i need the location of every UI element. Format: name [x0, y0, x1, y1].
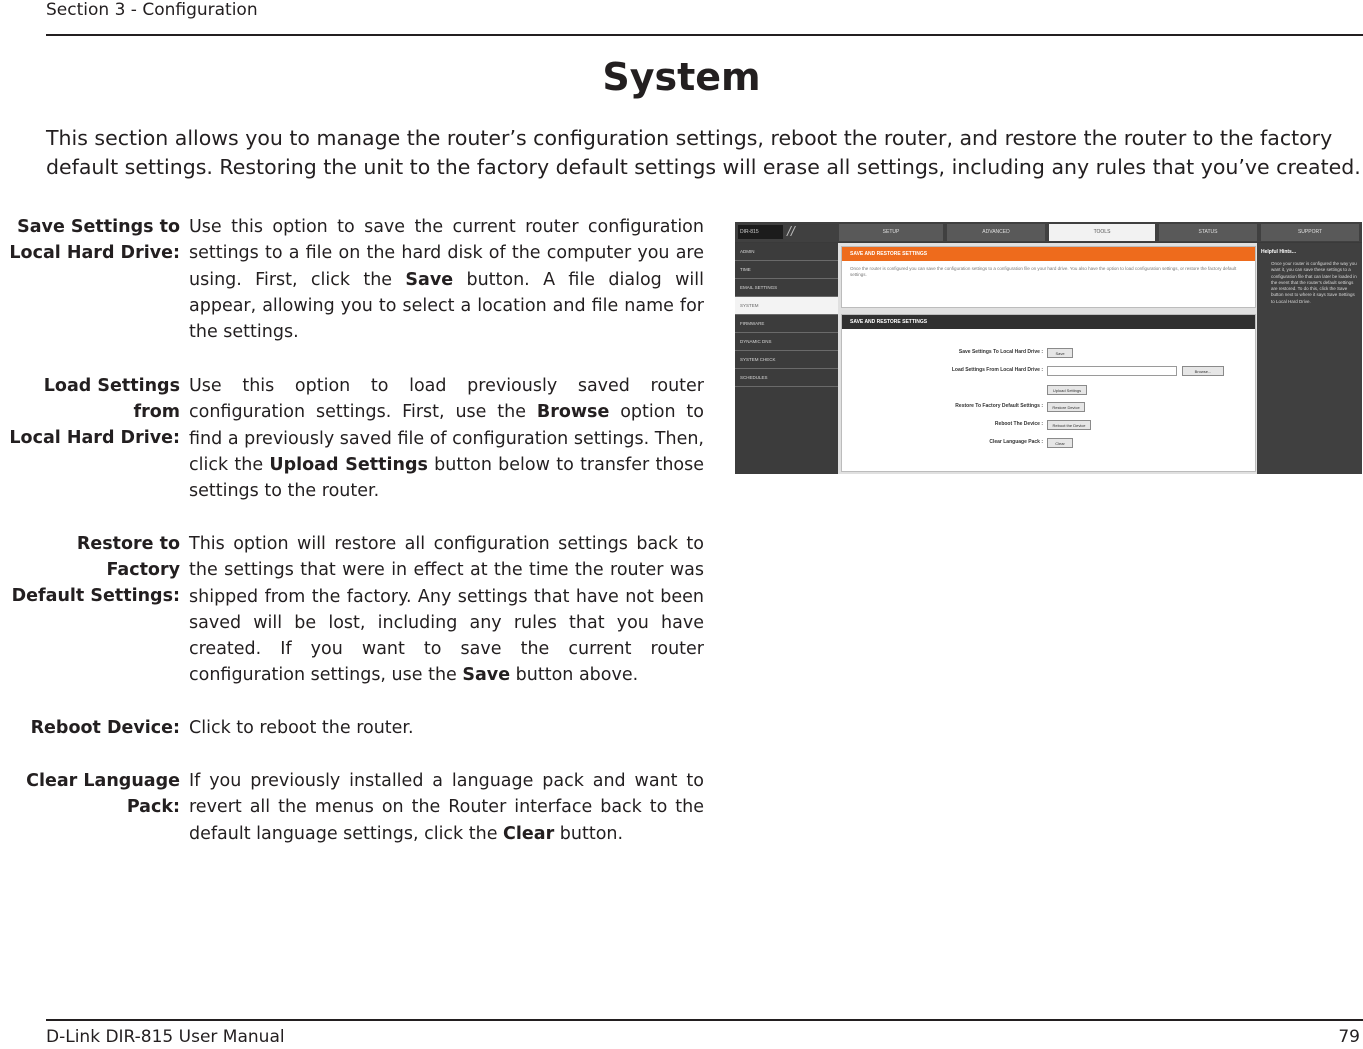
- router-topbar: [735, 222, 1362, 242]
- reboot-row-label: Reboot The Device :: [994, 421, 1043, 427]
- tab-support[interactable]: SUPPORT: [1261, 224, 1359, 241]
- sidebar-item-system-check[interactable]: SYSTEM CHECK: [735, 351, 838, 369]
- item-description: This option will restore all configuration settings back to the settings that were in effect at the time the router was shipped from the factory. Any settings that have not been saved will be lost, including any rules that you have created. If you want to save the current router configuration settings, use the Save button above.: [189, 534, 704, 686]
- sidebar-item-ddns[interactable]: DYNAMIC DNS: [735, 333, 838, 351]
- intro-line-2: default settings. Restoring the unit to the factory default settings will erase all settings, including any rules that you’ve created.: [46, 155, 1361, 179]
- save-row-label: Save Settings To Local Hard Drive :: [958, 349, 1043, 355]
- item-description: Use this option to save the current router configuration settings to a file on the hard disk of the computer you are using. First, click the Save button. A file dialog will appear, allowing you to select a location and file name for the settings.: [189, 217, 705, 343]
- router-sidebar: [735, 243, 838, 474]
- item-label: Clear Language Pack:: [26, 771, 180, 817]
- item-description: Click to reboot the router.: [189, 718, 414, 738]
- sidebar-item-schedules[interactable]: SCHEDULES: [735, 369, 838, 387]
- help-title: Helpful Hints...: [1261, 249, 1296, 255]
- item-label: Load Settings from Local Hard Drive:: [9, 376, 180, 448]
- browse-button[interactable]: Browse...: [1182, 366, 1224, 376]
- file-path-input[interactable]: [1047, 366, 1177, 376]
- logo-slash-icon: //: [787, 223, 795, 239]
- router-logo: DIR-815: [738, 225, 783, 239]
- tab-status[interactable]: STATUS: [1159, 224, 1257, 241]
- help-text: Once your router is configured the way you want it, you can save these settings to a configuration file that can later be loaded in the event that the router's default settings are restored. To do this, click the Save button next to where it says Save Settings to Local Hard Drive.: [1271, 261, 1357, 304]
- clear-row-label: Clear Language Pack :: [989, 439, 1043, 445]
- settings-panel: [841, 314, 1256, 472]
- sidebar-item-email[interactable]: EMAIL SETTINGS: [735, 279, 838, 297]
- sidebar-item-firmware[interactable]: FIRMWARE: [735, 315, 838, 333]
- item-label: Restore to Factory Default Settings:: [11, 534, 180, 606]
- router-main: [838, 243, 1257, 474]
- section-header: Section 3 - Configuration: [46, 0, 258, 20]
- router-screenshot: [735, 222, 1362, 474]
- intro-paragraph: [46, 124, 1362, 182]
- save-button[interactable]: Save: [1047, 348, 1073, 358]
- intro-panel: [841, 246, 1256, 308]
- restore-device-button[interactable]: Restore Device: [1047, 402, 1085, 412]
- panel-title: SAVE AND RESTORE SETTINGS: [842, 247, 1255, 261]
- page-title: System: [602, 55, 761, 99]
- page-number: 79: [1338, 1027, 1360, 1047]
- top-rule: [46, 34, 1363, 36]
- load-row-label: Load Settings From Local Hard Drive :: [951, 367, 1043, 373]
- footer-manual-title: D-Link DIR-815 User Manual: [46, 1027, 285, 1047]
- tab-advanced[interactable]: ADVANCED: [947, 224, 1045, 241]
- tab-setup[interactable]: SETUP: [839, 224, 943, 241]
- sidebar-item-admin[interactable]: ADMIN: [735, 243, 838, 261]
- item-description: Use this option to load previously saved router configuration settings. First, use the Browse option to find a previously saved file of configuration settings. Then, click the Upload Settings button below to transfer those settings to the router.: [189, 376, 705, 502]
- panel-title: SAVE AND RESTORE SETTINGS: [842, 315, 1255, 329]
- panel-note: Once the router is configured you can save the configuration settings to a configuration file on your hard drive. You also have the option to load configuration settings, or restore the factory default settings.: [850, 266, 1237, 277]
- item-label: Reboot Device:: [30, 718, 180, 738]
- item-label: Save Settings to Local Hard Drive:: [9, 217, 180, 263]
- bottom-rule: [46, 1019, 1363, 1021]
- upload-settings-button[interactable]: Upload Settings: [1047, 385, 1087, 395]
- reboot-device-button[interactable]: Reboot the Device: [1047, 420, 1091, 430]
- helpful-hints: [1257, 243, 1362, 474]
- item-description: If you previously installed a language pack and want to revert all the menus on the Router interface back to the default language settings, click the Clear button.: [189, 771, 704, 844]
- sidebar-item-time[interactable]: TIME: [735, 261, 838, 279]
- intro-line-1: This section allows you to manage the router’s configuration settings, reboot the router, and restore the router to the factory: [46, 126, 1333, 150]
- restore-row-label: Restore To Factory Default Settings :: [955, 403, 1043, 409]
- clear-button[interactable]: Clear: [1047, 438, 1073, 448]
- sidebar-item-system[interactable]: SYSTEM: [735, 297, 838, 315]
- tab-tools[interactable]: TOOLS: [1049, 224, 1155, 241]
